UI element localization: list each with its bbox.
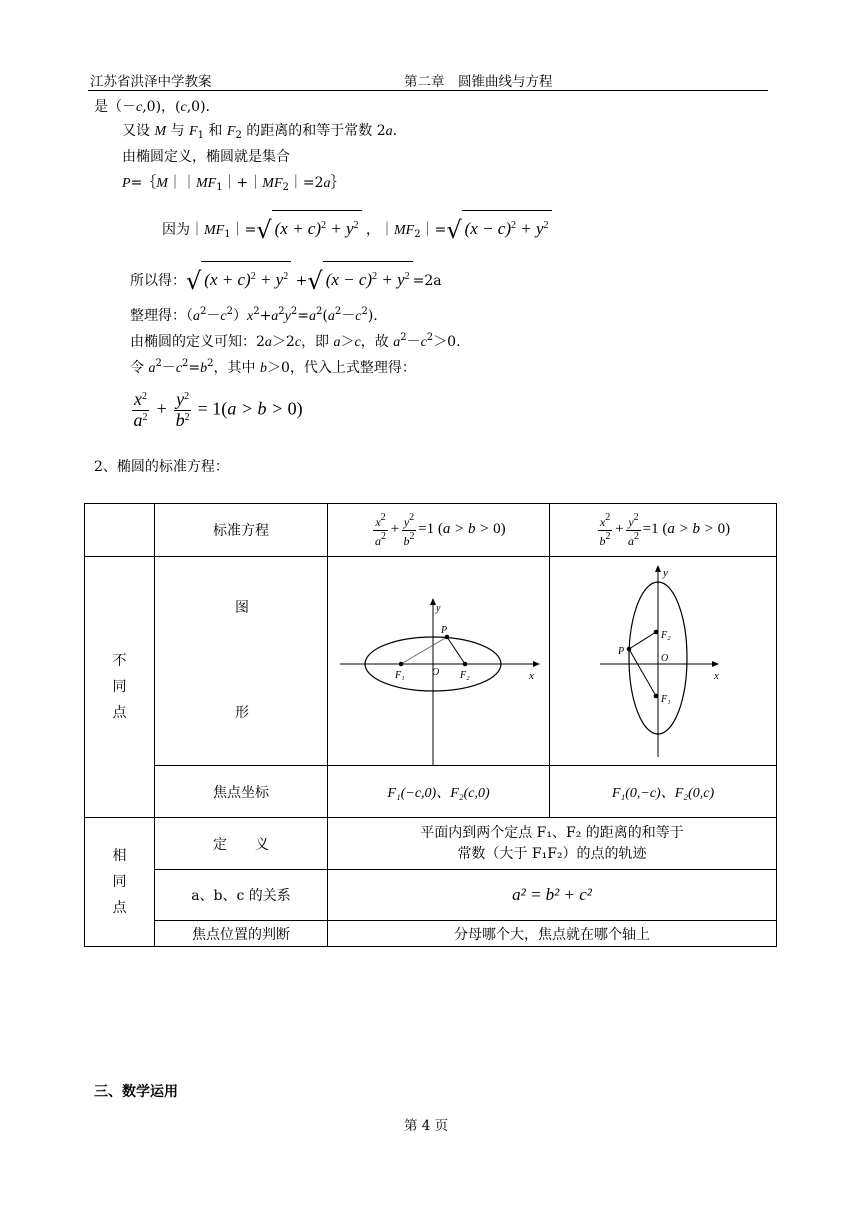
label-y: y <box>436 603 441 614</box>
text-line-set: $P=\{M||MF_1|+|MF_2|=2a\}$ <box>122 175 345 193</box>
text-line-definition: 由椭圆定义，椭圆就是集合 <box>122 149 290 165</box>
label-f2: F₂ <box>460 670 470 681</box>
focus-f2 <box>654 630 659 635</box>
ellipse-vertical-figure <box>550 557 776 765</box>
relation-label: a、b、c 的关系 <box>155 870 328 921</box>
figure-horizontal-cell <box>328 557 550 766</box>
because-label: 因为 <box>162 222 190 238</box>
text-line-inequality: 由椭圆的定义可知：2a＞2c，即 a＞c，故 $a^2-c^2>0$. <box>130 332 461 350</box>
table-row-figure <box>85 557 777 766</box>
page-footer: 第 4 页 <box>404 1118 449 1134</box>
header-left: 江苏省洪泽中学教案 <box>90 74 212 90</box>
focus-f2 <box>463 662 468 667</box>
focus-pos-value: 分母哪个大，焦点就在哪个轴上 <box>328 921 777 947</box>
therefore-result: =2a <box>412 273 442 289</box>
subsection-title: 2、椭圆的标准方程： <box>94 459 229 475</box>
therefore-label: 所以得： <box>130 273 186 289</box>
eq-horizontal: $\frac{x^2}{a^2}$ + $\frac{y^2}{b^2}$ =1 (a > b > 0) <box>328 504 550 557</box>
x-axis-arrow-icon <box>712 661 719 667</box>
figure-vertical-cell <box>550 557 777 766</box>
table-row-equation <box>85 504 777 557</box>
table-row-definition <box>85 818 777 870</box>
focus-coord-label: 焦点坐标 <box>155 766 328 818</box>
ellipse-comparison-table <box>84 503 777 947</box>
table-corner <box>85 504 155 557</box>
table-row-focus-coord <box>85 766 777 818</box>
text-line-foci: 是（－c,0)，(c,0). <box>94 99 210 115</box>
label-o: O <box>432 667 440 678</box>
definition-text: 平面内到两个定点 F₁、F₂ 的距离的和等于 常数（大于 F₁F₂）的点的轨迹 <box>328 818 777 870</box>
label-x: x <box>529 670 534 682</box>
focus-f1 <box>654 694 659 699</box>
focus-pos-label: 焦点位置的判断 <box>155 921 328 947</box>
header-std-eq: 标准方程 <box>155 504 328 557</box>
diff-label: 不 同 点 <box>85 557 155 818</box>
x-axis-arrow-icon <box>533 661 540 667</box>
eq-vertical: $\frac{x^2}{b^2}$ + $\frac{y^2}{a^2}$ =1 (a > b > 0) <box>550 504 777 557</box>
focus-coord-vertical: F₁(0,−c)、F₂(0,c) <box>550 766 777 818</box>
definition-label: 定 义 <box>155 818 328 870</box>
focus-f1 <box>399 662 404 667</box>
label-x: x <box>714 670 719 682</box>
label-f2: F₂ <box>661 630 671 641</box>
header-rule <box>88 90 768 91</box>
text-line-because: 因为$|MF_1|=√$ $(x + c)^2 + y^2$ ，$|MF_2|=√$ $(x - c)^2 + y^2$ <box>162 210 552 250</box>
label-f1: F₁ <box>395 670 405 681</box>
section-three-title: 三、数学运用 <box>94 1084 178 1100</box>
text-line-sum-distance: 又设 M 与 $F_1$ 和 $F_2$ 的距离的和等于常数 2a. <box>122 123 398 141</box>
figure-label: 图 形 <box>155 557 328 766</box>
table-row-relation <box>85 870 777 921</box>
text-line-therefore: 所以得：√ $(x + c)^2 + y^2$ +√ $(x - c)^2 + y^2 =2a$ <box>130 261 442 296</box>
relation-value: a² = b² + c² <box>328 870 777 921</box>
standard-equation: $\frac{x^2}{a^2}$ + $\frac{y^2}{b^2}$ = 1(a > b > 0) <box>133 389 303 430</box>
label-p: P <box>441 625 448 636</box>
header-chapter: 第二章 圆锥曲线与方程 <box>404 74 553 90</box>
y-axis-arrow-icon <box>655 565 661 572</box>
text-line-substitute: 令 $a^2-c^2=b^2$，其中 b＞0，代入上式整理得： <box>130 358 416 376</box>
label-f1: F₁ <box>661 694 671 705</box>
ellipse-horizontal-figure <box>328 557 549 765</box>
focus-coord-horizontal: F₁(−c,0)、F₂(c,0) <box>328 766 550 818</box>
same-label: 相 同 点 <box>85 818 155 947</box>
label-p: P <box>618 646 625 657</box>
text-line-simplify: 整理得：$(a^2-c^2)x^2+a^2y^2=a^2(a^2-c^2)$. <box>130 306 378 324</box>
label-o: O <box>661 653 669 664</box>
table-row-focus-position <box>85 921 777 947</box>
point-p <box>627 647 632 652</box>
label-y: y <box>663 567 668 579</box>
